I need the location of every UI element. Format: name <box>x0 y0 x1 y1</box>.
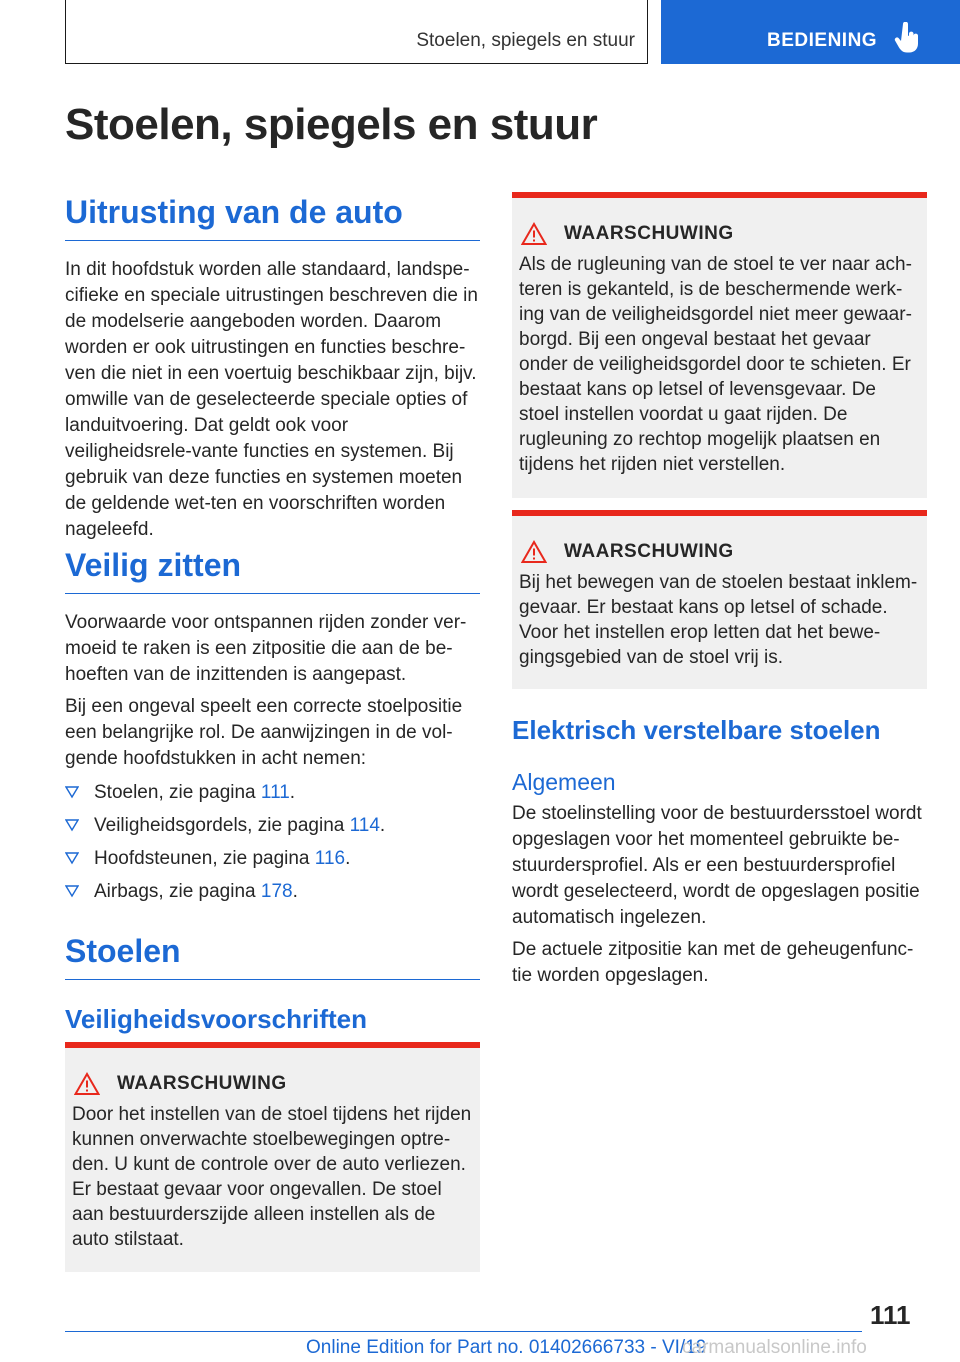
heading-elektrisch-verstelbare-stoelen: Elektrisch verstelbare stoelen <box>512 715 881 745</box>
warning-box-seat-adjust <box>65 1042 480 1272</box>
warning-body: Bij het bewegen van de stoelen bestaat inklem-gevaar. Er bestaat kans op letsel of schade. Voor het instellen erop letten dat het bewe-gingsgebied van de stoel vrij is. <box>519 572 918 668</box>
triangle-bullet-icon <box>65 785 79 799</box>
heading-stoelen: Stoelen <box>65 931 480 980</box>
triangle-bullet-icon <box>65 818 79 832</box>
header-section-title: Stoelen, spiegels en stuur <box>416 30 635 51</box>
reference-list <box>65 780 480 905</box>
page-link[interactable]: 116 <box>314 848 346 869</box>
section-uitrusting <box>65 192 480 543</box>
uitrusting-body: In dit hoofdstuk worden alle standaard, landspe-cifieke en speciale uitrustingen beschreven die in de modelserie aangeboden worden. Daarom worden er ook uitrustingen en functies beschre-ven die niet in een voertuig beschikbaar zijn, bijv. omwille van de geselecteerde speciale opties of landuitvoering. Dat geldt ook voor veiligheidsrele-vante functies en systemen. Bij gebruik van deze functies en systemen moeten de geldende wet-ten en voorschriften worden nageleefd. <box>65 259 478 540</box>
heading-veilig-zitten: Veilig zitten <box>65 545 480 594</box>
algemeen-p2: De actuele zitpositie kan met de geheugenfunc-tie worden opgeslagen. <box>512 939 914 986</box>
header-chapter-tab[interactable] <box>661 0 960 64</box>
list-item: Hoofdsteunen, zie pagina 116. <box>65 846 480 872</box>
warning-box-pinching <box>512 510 927 689</box>
hand-pointer-icon <box>894 22 920 54</box>
heading-algemeen: Algemeen <box>512 769 616 795</box>
page-link[interactable]: 178 <box>260 881 293 902</box>
header-section-box <box>65 0 648 64</box>
list-item: Airbags, zie pagina 178. <box>65 879 480 905</box>
list-item: Stoelen, zie pagina 111. <box>65 780 480 806</box>
page-title: Stoelen, spiegels en stuur <box>65 100 598 149</box>
section-elektrisch <box>512 713 927 989</box>
algemeen-p1: De stoelinstelling voor de bestuurdersstoel wordt opgeslagen voor het momenteel gebruikte be-stuurdersprofiel. Als er een bestuurdersprofiel wordt geselecteerd, wordt de opgeslagen positie automatisch ingelezen. <box>512 803 922 928</box>
warning-triangle-icon <box>74 1072 100 1096</box>
footer-edition: Online Edition for Part no. 01402666733 - VI/19 <box>306 1337 707 1358</box>
header-chapter-label: BEDIENING <box>767 30 878 51</box>
warning-triangle-icon <box>521 540 547 564</box>
page-link[interactable]: 111 <box>260 782 290 803</box>
footer-watermark: carmanualsonline.info <box>682 1337 867 1358</box>
warning-body: Door het instellen van de stoel tijdens het rijden kunnen onverwachte stoelbewegingen optre-den. U kunt de controle over de auto verliezen. Er bestaat gevaar voor ongevallen. De stoel aan bestuurderszijde alleen instellen als de auto stilstaat. <box>72 1104 472 1250</box>
heading-uitrusting: Uitrusting van de auto <box>65 192 480 241</box>
page-number: 111 <box>870 1300 911 1330</box>
warning-box-backrest <box>512 192 927 498</box>
list-item: Veiligheidsgordels, zie pagina 114. <box>65 813 480 839</box>
section-stoelen <box>65 931 480 1036</box>
warning-title: WAARSCHUWING <box>564 541 734 562</box>
veilig-zitten-p1: Voorwaarde voor ontspannen rijden zonder ver-moeid te raken is een zitpositie die aan de be-hoeften van de inzittenden is aangepast. <box>65 612 467 685</box>
section-veilig-zitten <box>65 545 480 912</box>
warning-triangle-icon <box>521 222 547 246</box>
triangle-bullet-icon <box>65 851 79 865</box>
warning-body: Als de rugleuning van de stoel te ver naar ach-teren is gekanteld, is de beschermende werk-ing van de veiligheidsgordel niet meer gewaar-borgd. Bij een ongeval bestaat het gevaar onder de veiligheidsgordel door te schieten. Er bestaat kans op letsel of levensgevaar. De stoel instellen voordat u gaat rijden. De rugleuning zo rechtop mogelijk plaatsen en tijdens het rijden niet verstellen. <box>519 254 912 475</box>
warning-title: WAARSCHUWING <box>117 1073 287 1094</box>
triangle-bullet-icon <box>65 884 79 898</box>
footer-rule <box>65 1331 862 1332</box>
veilig-zitten-p2: Bij een ongeval speelt een correcte stoelpositie een belangrijke rol. De aanwijzingen in de vol-gende hoofdstukken in acht nemen: <box>65 696 463 769</box>
heading-veiligheidsvoorschriften: Veiligheidsvoorschriften <box>65 1004 367 1034</box>
warning-title: WAARSCHUWING <box>564 223 734 244</box>
page-link[interactable]: 114 <box>349 815 380 836</box>
